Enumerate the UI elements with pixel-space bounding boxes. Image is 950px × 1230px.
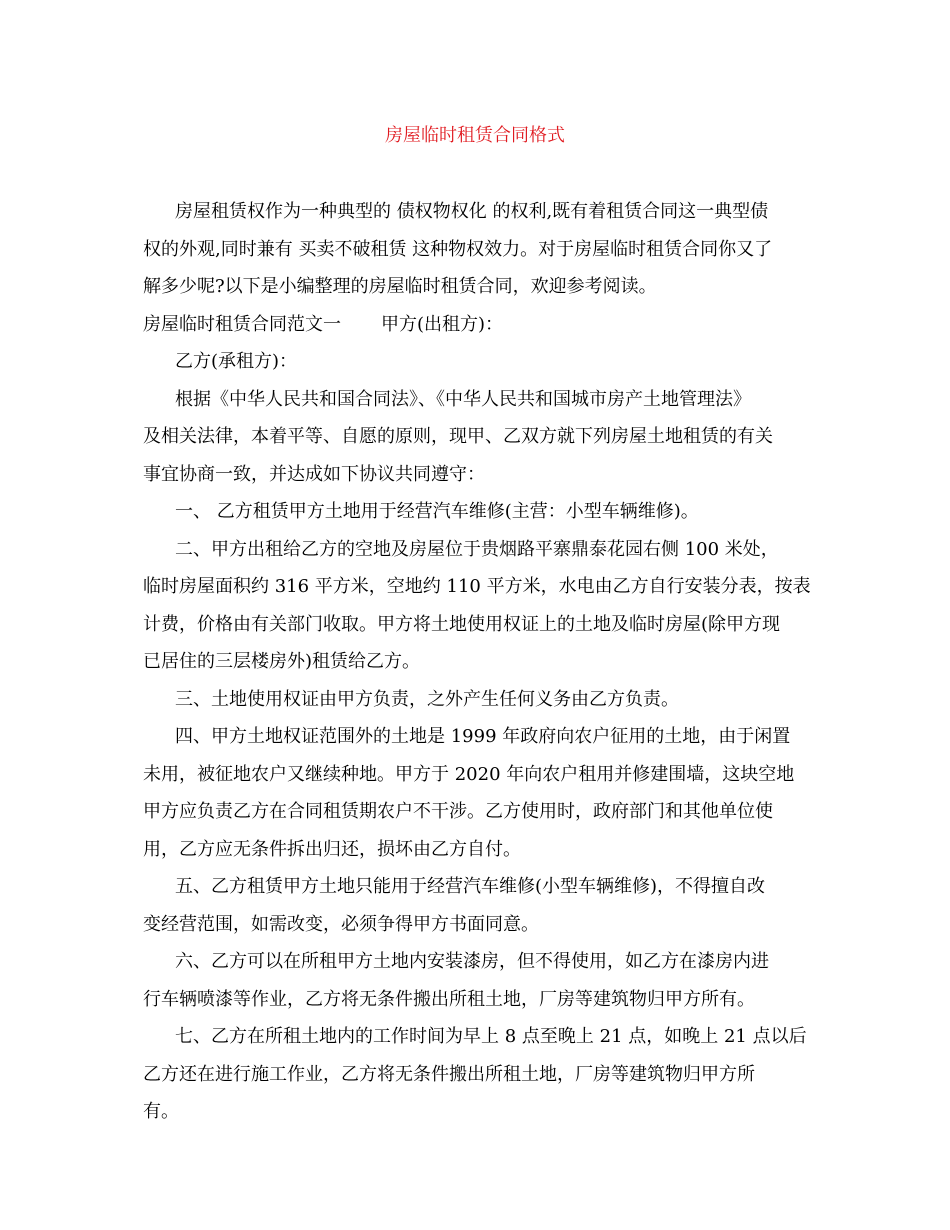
clause-line: 三、土地使用权证由甲方负责，之外产生任何义务由乙方负责。: [175, 688, 679, 710]
clause-line: 计费，价格由有关部门收取。甲方将土地使用权证上的土地及临时房屋(除甲方现: [143, 613, 781, 635]
party-b-label: 乙方(承租方)：: [175, 351, 298, 372]
paragraph-line: 根据《中华人民共和国合同法》、《中华人民共和国城市房产土地管理法》: [175, 388, 751, 410]
clause-line: 甲方应负责乙方在合同租赁期农户不干涉。乙方使用时，政府部门和其他单位使: [143, 801, 773, 822]
paragraph-line: 事宜协商一致，并达成如下协议共同遵守：: [143, 463, 485, 485]
clause-line: 七、乙方在所租土地内的工作时间为早上 8 点至晚上 21 点，如晚上 21 点以后: [175, 1026, 807, 1047]
clause-line: 五、乙方租赁甲方土地只能用于经营汽车维修(小型车辆维修)，不得擅自改: [175, 876, 766, 897]
clause-line: 已居住的三层楼房外)租赁给乙方。: [143, 651, 421, 672]
clause-line: 一、 乙方租赁甲方土地用于经营汽车维修(主营：小型车辆维修)。: [175, 501, 699, 522]
clause-line: 用，乙方应无条件拆出归还，损坏由乙方自付。: [143, 838, 521, 860]
clause-line: 临时房屋面积约 316 平方米，空地约 110 平方米，水电由乙方自行安装分表，按表: [143, 576, 811, 597]
paragraph-line: 权的外观,同时兼有 买卖不破租赁 这种物权效力。对于房屋临时租赁合同你又了: [143, 238, 773, 260]
party-a-label: 甲方(出租方)：: [381, 313, 504, 335]
paragraph-line: 解多少呢?以下是小编整理的房屋临时租赁合同，欢迎参考阅读。: [143, 276, 657, 297]
clause-line: 六、乙方可以在所租甲方土地内安装漆房，但不得使用，如乙方在漆房内进: [175, 951, 769, 972]
clause-line: 行车辆喷漆等作业，乙方将无条件搬出所租土地，厂房等建筑物归甲方所有。: [143, 988, 755, 1010]
document-body: [143, 193, 823, 1131]
paragraph-line: 房屋租赁权作为一种典型的 债权物权化 的权利,既有着租赁合同这一典型债: [175, 201, 769, 222]
clause-line: 未用，被征地农户又继续种地。甲方于 2020 年向农户租用并修建围墙，这块空地: [143, 763, 795, 785]
section-heading: 房屋临时租赁合同范文一: [143, 313, 341, 335]
clause-line: 变经营范围，如需改变，必须争得甲方书面同意。: [143, 913, 539, 935]
clause-line: 二、甲方出租给乙方的空地及房屋位于贵烟路平寨鼎泰花园右侧 100 米处，: [175, 538, 779, 560]
paragraph-line: 及相关法律，本着平等、自愿的原则，现甲、乙双方就下列房屋土地租赁的有关: [143, 426, 773, 447]
heading-line: [143, 306, 823, 344]
clause-line: 四、甲方土地权证范围外的土地是 1999 年政府向农户征用的土地，由于闲置: [175, 726, 791, 747]
clause-line: 乙方还在进行施工作业，乙方将无条件搬出所租土地，厂房等建筑物归甲方所: [143, 1063, 755, 1085]
document-title: 房屋临时租赁合同格式: [385, 125, 565, 146]
clause-line: 有。: [143, 1101, 179, 1122]
